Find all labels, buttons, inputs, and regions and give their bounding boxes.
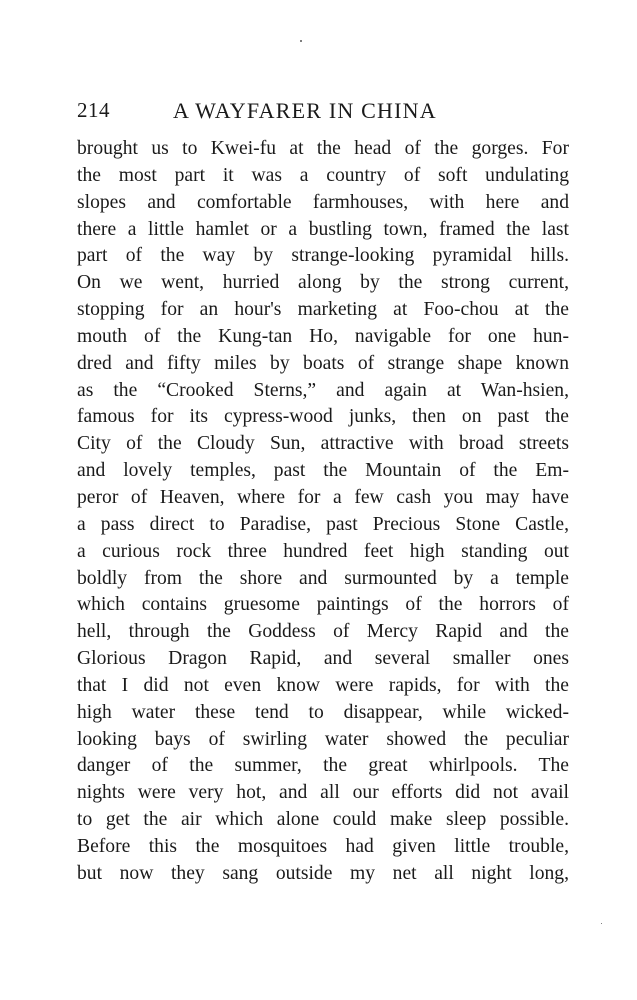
text-line: Glorious Dragon Rapid, and several smaller ones: [77, 648, 569, 670]
text-line: brought us to Kwei-fu at the head of the gorges. For: [77, 138, 569, 159]
text-line: as the “Crooked Sterns,” and again at Wan-hsien,: [77, 379, 569, 401]
page-number: 214: [77, 98, 110, 122]
text-line: that I did not even know were rapids, for with the: [77, 674, 569, 696]
body-text: [77, 136, 569, 888]
text-line: mouth of the Kung-tan Ho, navigable for one hun-: [77, 325, 569, 347]
text-line: famous for its cypress-wood junks, then on past the: [77, 406, 569, 428]
text-line: a curious rock three hundred feet high standing out: [77, 540, 569, 562]
print-speck: [601, 923, 602, 924]
page-header: [77, 98, 577, 128]
text-line: peror of Heaven, where for a few cash you may have: [77, 486, 569, 508]
text-line: hell, through the Goddess of Mercy Rapid and the: [77, 621, 569, 643]
text-line: to get the air which alone could make sleep possible.: [77, 809, 569, 831]
text-line: nights were very hot, and all our efforts did not avail: [77, 782, 569, 804]
text-line: a pass direct to Paradise, past Precious Stone Castle,: [77, 513, 569, 535]
text-line: City of the Cloudy Sun, attractive with broad streets: [77, 433, 569, 455]
text-line: and lovely temples, past the Mountain of the Em-: [77, 460, 569, 482]
running-title: A WAYFARER IN CHINA: [173, 98, 437, 123]
text-line: boldly from the shore and surmounted by a temple: [77, 567, 569, 589]
text-line: stopping for an hour's marketing at Foo-chou at the: [77, 299, 569, 321]
text-line: Before this the mosquitoes had given little trouble,: [77, 835, 569, 857]
text-line: danger of the summer, the great whirlpools. The: [77, 755, 569, 777]
text-line: which contains gruesome paintings of the horrors of: [77, 594, 569, 616]
print-speck: [300, 40, 302, 42]
text-line: On we went, hurried along by the strong current,: [77, 272, 569, 294]
text-line: but now they sang outside my net all night long,: [77, 862, 569, 884]
text-line: the most part it was a country of soft undulating: [77, 164, 569, 186]
text-line: part of the way by strange-looking pyramidal hills.: [77, 245, 569, 267]
text-line: high water these tend to disappear, while wicked-: [77, 701, 569, 723]
text-line: looking bays of swirling water showed the peculiar: [77, 728, 569, 750]
text-line: dred and fifty miles by boats of strange shape known: [77, 352, 569, 374]
text-line: slopes and comfortable farmhouses, with here and: [77, 191, 569, 213]
text-line: there a little hamlet or a bustling town, framed the last: [77, 218, 569, 240]
